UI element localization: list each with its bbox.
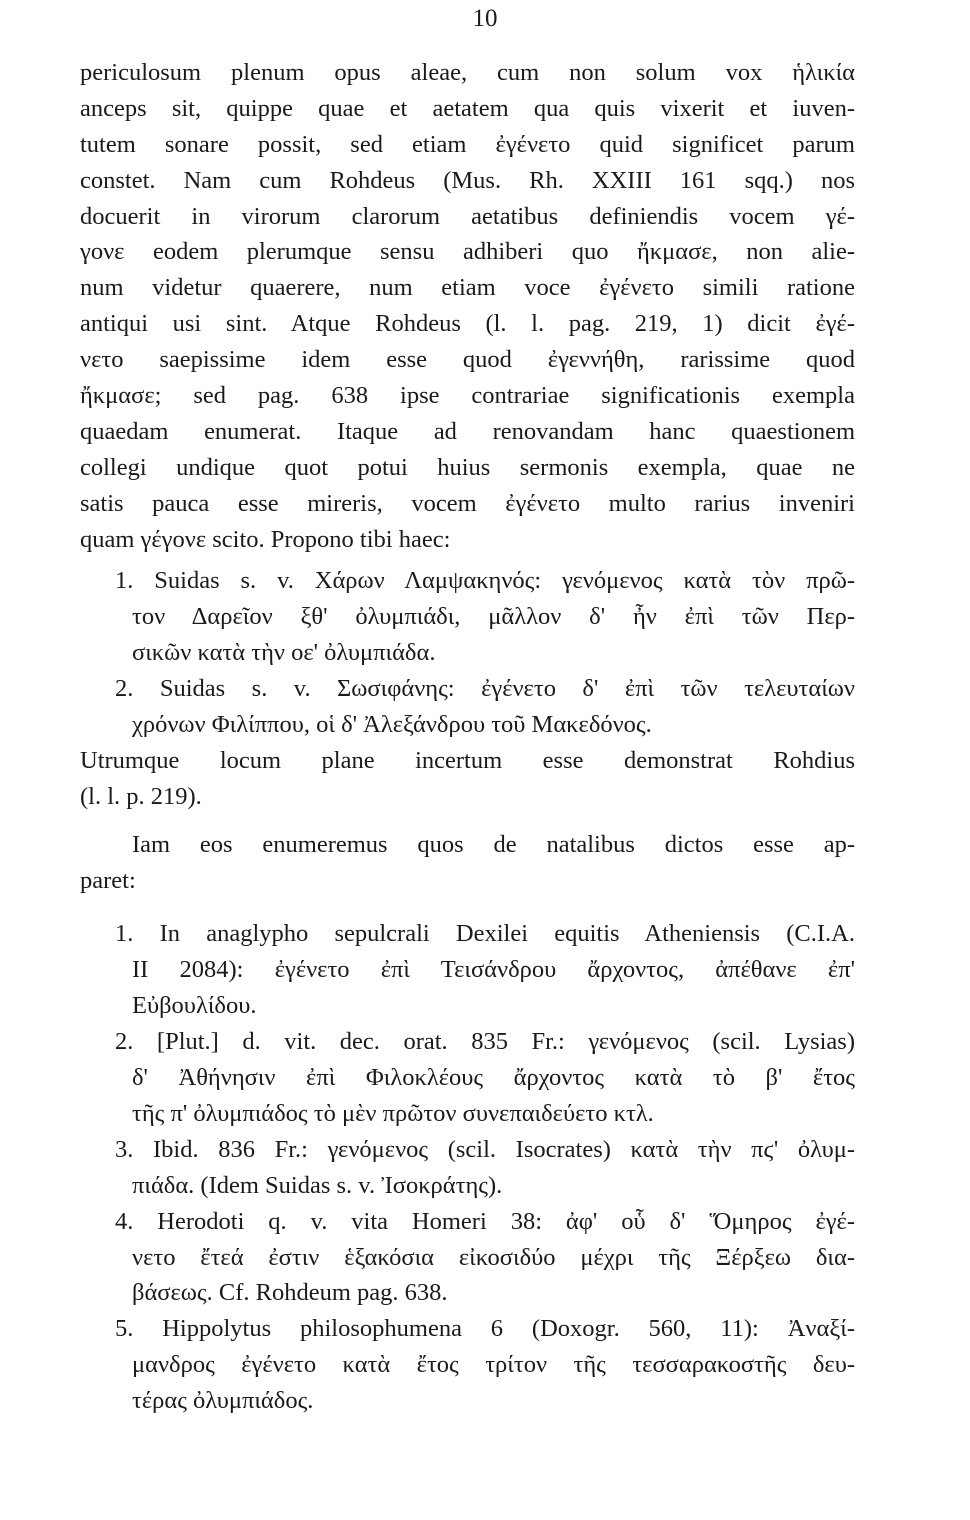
list-item-continuation: τέρας ὀλυμπιάδος. [132, 1387, 314, 1415]
list-item-continuation: βάσεως. Cf. Rohdeum pag. 638. [132, 1279, 448, 1307]
text-line: νετο saepissime idem esse quod ἐγεννήθη, rarissime quod [80, 346, 855, 374]
text-line: γονε eodem plerumque sensu adhiberi quo ἤκμασε, non alie- [80, 238, 855, 266]
text-line: quaedam enumerat. Itaque ad renovandam hanc quaestionem [80, 417, 855, 445]
text-line: satis pauca esse mireris, vocem ἐγένετο multo rarius inveniri [80, 489, 855, 517]
list-item-continuation: τῆς π' ὀλυμπιάδος τὸ μὲν πρῶτον συνεπαιδεύετο κτλ. [132, 1099, 654, 1127]
page-number: 10 [472, 5, 498, 32]
list-item: 5. Hippolytus philosophumena 6 (Doxogr. 560, 11): Ἀναξί- [115, 1315, 855, 1343]
list-item: 3. Ibid. 836 Fr.: γενόμενος (scil. Isocrates) κατὰ τὴν πϛ' ὀλυμ- [115, 1135, 855, 1163]
text-line: docuerit in virorum clarorum aetatibus definiendis vocem γέ- [80, 202, 855, 230]
text-line: ἤκμασε; sed pag. 638 ipse contrariae significationis exempla [80, 382, 855, 410]
list-item-continuation: πιάδα. (Idem Suidas s. v. Ἰσοκράτης). [132, 1171, 503, 1199]
text-line: Utrumque locum plane incertum esse demonstrat Rohdius [80, 746, 855, 774]
list-item-continuation: σικῶν κατὰ τὴν οε' ὀλυμπιάδα. [132, 639, 436, 667]
text-line: num videtur quaerere, num etiam voce ἐγένετο simili ratione [80, 274, 855, 302]
list-item-continuation: Εὐβουλίδου. [132, 992, 257, 1020]
text-line: collegi undique quot potui huius sermonis exempla, quae ne [80, 453, 855, 481]
list-item: 4. Herodoti q. v. vita Homeri 38: ἀφ' οὗ δ' Ὅμηρος ἐγέ- [115, 1207, 855, 1235]
list-item: 2. Suidas s. v. Σωσιφάνης: ἐγένετο δ' ἐπὶ τῶν τελευταίων [115, 675, 855, 703]
text-line: anceps sit, quippe quae et aetatem qua quis vixerit et iuven- [80, 94, 855, 122]
list-item-continuation: νετο ἔτεά ἐστιν ἑξακόσια εἰκοσιδύο μέχρι τῆς Ξέρξεω δια- [132, 1243, 855, 1271]
list-item-continuation: δ' Ἀθήνησιν ἐπὶ Φιλοκλέους ἄρχοντος κατὰ τὸ β' ἔτος [132, 1064, 855, 1092]
list-item: 1. In anaglypho sepulcrali Dexilei equitis Atheniensis (C.I.A. [115, 920, 855, 948]
list-item-continuation: τον Δαρεῖον ξθ' ὀλυμπιάδι, μᾶλλον δ' ἦν ἐπὶ τῶν Περ- [132, 603, 855, 631]
list-item: 1. Suidas s. v. Χάρων Λαμψακηνός: γενόμενος κατὰ τὸν πρῶ- [115, 567, 855, 595]
list-item-continuation: μανδρος ἐγένετο κατὰ ἔτος τρίτον τῆς τεσσαρακοστῆς δευ- [132, 1351, 855, 1379]
text-line: paret: [80, 866, 136, 894]
text-line: antiqui usi sint. Atque Rohdeus (l. l. pag. 219, 1) dicit ἐγέ- [80, 310, 855, 338]
body-text [80, 55, 855, 1419]
text-line: tutem sonare possit, sed etiam ἐγένετο quid significet parum [80, 130, 855, 158]
text-line: constet. Nam cum Rohdeus (Mus. Rh. XXIII 161 sqq.) nos [80, 166, 855, 194]
text-line: quam γέγονε scito. Propono tibi haec: [80, 525, 451, 553]
text-line: (l. l. p. 219). [80, 782, 202, 810]
list-item-continuation: χρόνων Φιλίππου, οἱ δ' Ἀλεξάνδρου τοῦ Μακεδόνος. [132, 711, 652, 739]
list-item: 2. [Plut.] d. vit. dec. orat. 835 Fr.: γενόμενος (scil. Lysias) [115, 1028, 855, 1056]
text-line: Iam eos enumeremus quos de natalibus dictos esse ap- [132, 830, 855, 858]
list-item-continuation: II 2084): ἐγένετο ἐπὶ Τεισάνδρου ἄρχοντος, ἀπέθανε ἐπ' [132, 956, 855, 984]
text-line: periculosum plenum opus aleae, cum non solum vox ἡλικία [80, 59, 855, 86]
